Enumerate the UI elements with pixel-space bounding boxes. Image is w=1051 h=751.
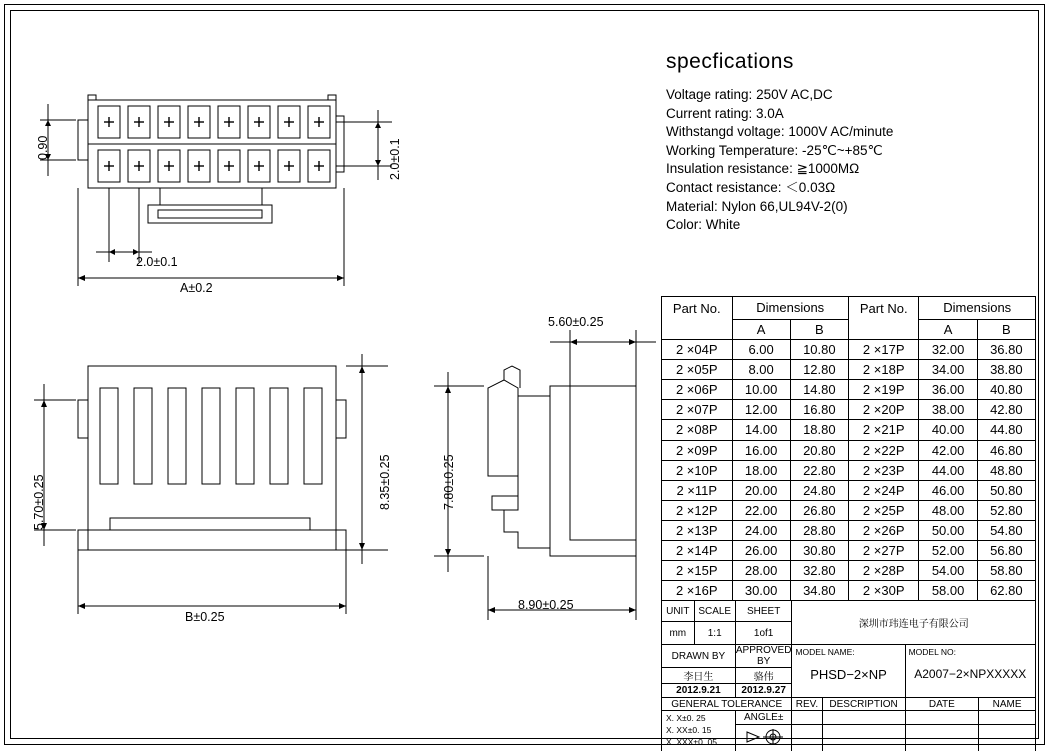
header-part-no-right: Part No. [848, 297, 919, 320]
cell-a: 18.00 [732, 460, 790, 480]
cell-b: 40.80 [977, 380, 1035, 400]
sheet-value: 1of1 [735, 622, 792, 645]
cell-b: 58.80 [977, 561, 1035, 581]
cell-b: 50.80 [977, 480, 1035, 500]
first-angle-projection-icon [741, 728, 787, 746]
cell-part-no: 2 ×19P [848, 380, 919, 400]
description-row-2 [822, 725, 905, 739]
top-view-drawing [0, 0, 640, 300]
table-row [662, 541, 1036, 561]
table-row [662, 420, 1036, 440]
side-view-top-dim-label: 5.60±0.25 [548, 315, 604, 329]
cell-part-no: 2 ×30P [848, 581, 919, 601]
cell-part-no: 2 ×05P [662, 360, 733, 380]
dimensions-table [661, 296, 1036, 601]
header-dimensions-right: Dimensions [919, 297, 1036, 320]
unit-value: mm [662, 622, 695, 645]
front-view-right-dim-label: 8.35±0.25 [378, 454, 392, 510]
table-row [662, 581, 1036, 601]
tolerance-line-1: X. X±0. 25 [666, 713, 706, 723]
side-view-bottom-dim-label: 8.90±0.25 [518, 598, 574, 612]
header-dimensions-left: Dimensions [732, 297, 848, 320]
model-no-label: MODEL NO: [908, 647, 956, 657]
cell-b: 22.80 [790, 460, 848, 480]
unit-label: UNIT [662, 601, 695, 622]
cell-a: 52.00 [919, 541, 977, 561]
drawn-by-date: 2012.9.21 [662, 684, 736, 698]
date-label: DATE [905, 698, 979, 711]
cell-a: 54.00 [919, 561, 977, 581]
cell-b: 24.80 [790, 480, 848, 500]
cell-part-no: 2 ×17P [848, 340, 919, 360]
table-row [662, 400, 1036, 420]
cell-part-no: 2 ×06P [662, 380, 733, 400]
approved-by-date: 2012.9.27 [735, 684, 792, 698]
table-header-row-2 [662, 320, 1036, 340]
model-no-value: A2007−2×NPXXXXX [914, 667, 1027, 681]
header-a-left: A [732, 320, 790, 340]
table-row [662, 460, 1036, 480]
cell-part-no: 2 ×08P [662, 420, 733, 440]
scale-value: 1:1 [694, 622, 735, 645]
date-value [905, 711, 979, 725]
table-row [662, 360, 1036, 380]
rev-label: REV. [792, 698, 822, 711]
top-view-pitch-label: 2.0±0.1 [136, 255, 178, 269]
table-row [662, 500, 1036, 520]
cell-a: 48.00 [919, 500, 977, 520]
side-view-drawing [400, 300, 670, 720]
name-label: NAME [979, 698, 1036, 711]
cell-part-no: 2 ×25P [848, 500, 919, 520]
cell-a: 10.00 [732, 380, 790, 400]
description-row-3 [822, 739, 905, 751]
company-name: 深圳市玮连电子有限公司 [792, 601, 1036, 645]
header-part-no-left-cont [662, 320, 733, 340]
cell-b: 18.80 [790, 420, 848, 440]
front-view-drawing [0, 340, 400, 751]
cell-a: 38.00 [919, 400, 977, 420]
date-row-2 [905, 725, 979, 739]
header-a-right: A [919, 320, 977, 340]
cell-a: 22.00 [732, 500, 790, 520]
cell-part-no: 2 ×27P [848, 541, 919, 561]
table-row [662, 520, 1036, 540]
cell-a: 8.00 [732, 360, 790, 380]
rev-value [792, 711, 822, 725]
cell-a: 44.00 [919, 460, 977, 480]
tolerance-cell [662, 711, 736, 751]
cell-a: 14.00 [732, 420, 790, 440]
model-name-cell [792, 645, 905, 698]
cell-b: 48.80 [977, 460, 1035, 480]
cell-part-no: 2 ×18P [848, 360, 919, 380]
angle-label: ANGLE± [735, 711, 792, 725]
name-row-2 [979, 725, 1036, 739]
name-value [979, 711, 1036, 725]
drawn-by-name: 李日生 [662, 668, 736, 684]
cell-a: 40.00 [919, 420, 977, 440]
scale-label: SCALE [694, 601, 735, 622]
cell-b: 10.80 [790, 340, 848, 360]
spec-line-insulation-resistance: Insulation resistance: ≧1000MΩ [666, 161, 860, 177]
cell-part-no: 2 ×13P [662, 520, 733, 540]
cell-b: 28.80 [790, 520, 848, 540]
front-view-left-dim-label: 5.70±0.25 [32, 474, 46, 530]
drawn-by-label: DRAWN BY [662, 645, 736, 668]
cell-a: 30.00 [732, 581, 790, 601]
table-header-row-1 [662, 297, 1036, 320]
cell-a: 24.00 [732, 520, 790, 540]
cell-b: 30.80 [790, 541, 848, 561]
cell-part-no: 2 ×21P [848, 420, 919, 440]
cell-a: 42.00 [919, 440, 977, 460]
cell-b: 46.80 [977, 440, 1035, 460]
cell-a: 28.00 [732, 561, 790, 581]
name-row-3 [979, 739, 1036, 751]
table-row [662, 561, 1036, 581]
side-view-left-dim-label: 7.80±0.25 [442, 454, 456, 510]
spec-line-contact-resistance: Contact resistance: ＜0.03Ω [666, 179, 836, 195]
spec-line-color: Color: White [666, 217, 741, 233]
cell-a: 16.00 [732, 440, 790, 460]
cell-part-no: 2 ×15P [662, 561, 733, 581]
cell-part-no: 2 ×04P [662, 340, 733, 360]
cell-a: 50.00 [919, 520, 977, 540]
specifications-block [666, 50, 1036, 235]
cell-a: 46.00 [919, 480, 977, 500]
cell-part-no: 2 ×11P [662, 480, 733, 500]
cell-a: 32.00 [919, 340, 977, 360]
cell-b: 62.80 [977, 581, 1035, 601]
rev-row-2 [792, 725, 822, 739]
cell-b: 32.80 [790, 561, 848, 581]
cell-part-no: 2 ×20P [848, 400, 919, 420]
model-name-label: MODEL NAME: [795, 647, 855, 657]
top-view-left-dim-label: 0.90 [36, 135, 50, 160]
cell-b: 38.80 [977, 360, 1035, 380]
cell-b: 16.80 [790, 400, 848, 420]
date-row-3 [905, 739, 979, 751]
header-b-right: B [977, 320, 1035, 340]
cell-part-no: 2 ×22P [848, 440, 919, 460]
front-view-bottom-dim-label: B±0.25 [185, 610, 225, 624]
model-name-value: PHSD−2×NP [810, 667, 887, 682]
cell-b: 20.80 [790, 440, 848, 460]
cell-part-no: 2 ×24P [848, 480, 919, 500]
cell-a: 6.00 [732, 340, 790, 360]
cell-part-no: 2 ×09P [662, 440, 733, 460]
cell-part-no: 2 ×14P [662, 541, 733, 561]
header-part-no-left: Part No. [662, 297, 733, 320]
top-view-overall-label: A±0.2 [180, 281, 213, 295]
cell-part-no: 2 ×12P [662, 500, 733, 520]
cell-b: 12.80 [790, 360, 848, 380]
cell-part-no: 2 ×26P [848, 520, 919, 540]
spec-line-current-rating: Current rating: 3.0A [666, 105, 784, 121]
table-row [662, 480, 1036, 500]
specifications-title: specfications [666, 50, 794, 73]
tolerance-line-3: X. XXX±0. 05 [666, 737, 717, 747]
cell-b: 54.80 [977, 520, 1035, 540]
cell-a: 58.00 [919, 581, 977, 601]
cell-b: 14.80 [790, 380, 848, 400]
projection-symbol-cell [735, 725, 792, 751]
cell-b: 56.80 [977, 541, 1035, 561]
cell-part-no: 2 ×07P [662, 400, 733, 420]
cell-b: 42.80 [977, 400, 1035, 420]
cell-b: 52.80 [977, 500, 1035, 520]
approved-by-label: APPROVED BY [735, 645, 792, 667]
general-tolerance-label: GENERAL TOLERANCE [662, 698, 792, 711]
spec-line-withstand-voltage: Withstangd voltage: 1000V AC/minute [666, 124, 894, 140]
cell-a: 12.00 [732, 400, 790, 420]
tolerance-line-2: X. XX±0. 15 [666, 725, 712, 735]
cell-a: 20.00 [732, 480, 790, 500]
title-block [661, 600, 1036, 747]
spec-line-material: Material: Nylon 66,UL94V-2(0) [666, 198, 848, 214]
description-label: DESCRIPTION [822, 698, 905, 711]
cell-b: 36.80 [977, 340, 1035, 360]
table-row [662, 380, 1036, 400]
cell-part-no: 2 ×28P [848, 561, 919, 581]
cell-part-no: 2 ×10P [662, 460, 733, 480]
model-no-cell [905, 645, 1035, 698]
cell-b: 26.80 [790, 500, 848, 520]
rev-row-3 [792, 739, 822, 751]
top-view-right-dim-label: 2.0±0.1 [388, 138, 402, 180]
cell-a: 36.00 [919, 380, 977, 400]
sheet-label: SHEET [735, 601, 792, 622]
cell-part-no: 2 ×16P [662, 581, 733, 601]
header-part-no-right-cont [848, 320, 919, 340]
cell-b: 44.80 [977, 420, 1035, 440]
cell-b: 34.80 [790, 581, 848, 601]
cell-a: 26.00 [732, 541, 790, 561]
approved-by-name: 骆伟 [735, 668, 792, 684]
spec-line-voltage-rating: Voltage rating: 250V AC,DC [666, 87, 833, 102]
description-value [822, 711, 905, 725]
cell-a: 34.00 [919, 360, 977, 380]
header-b-left: B [790, 320, 848, 340]
spec-line-working-temperature: Working Temperature: -25℃~+85℃ [666, 142, 883, 158]
table-row [662, 440, 1036, 460]
cell-part-no: 2 ×23P [848, 460, 919, 480]
table-row [662, 340, 1036, 360]
